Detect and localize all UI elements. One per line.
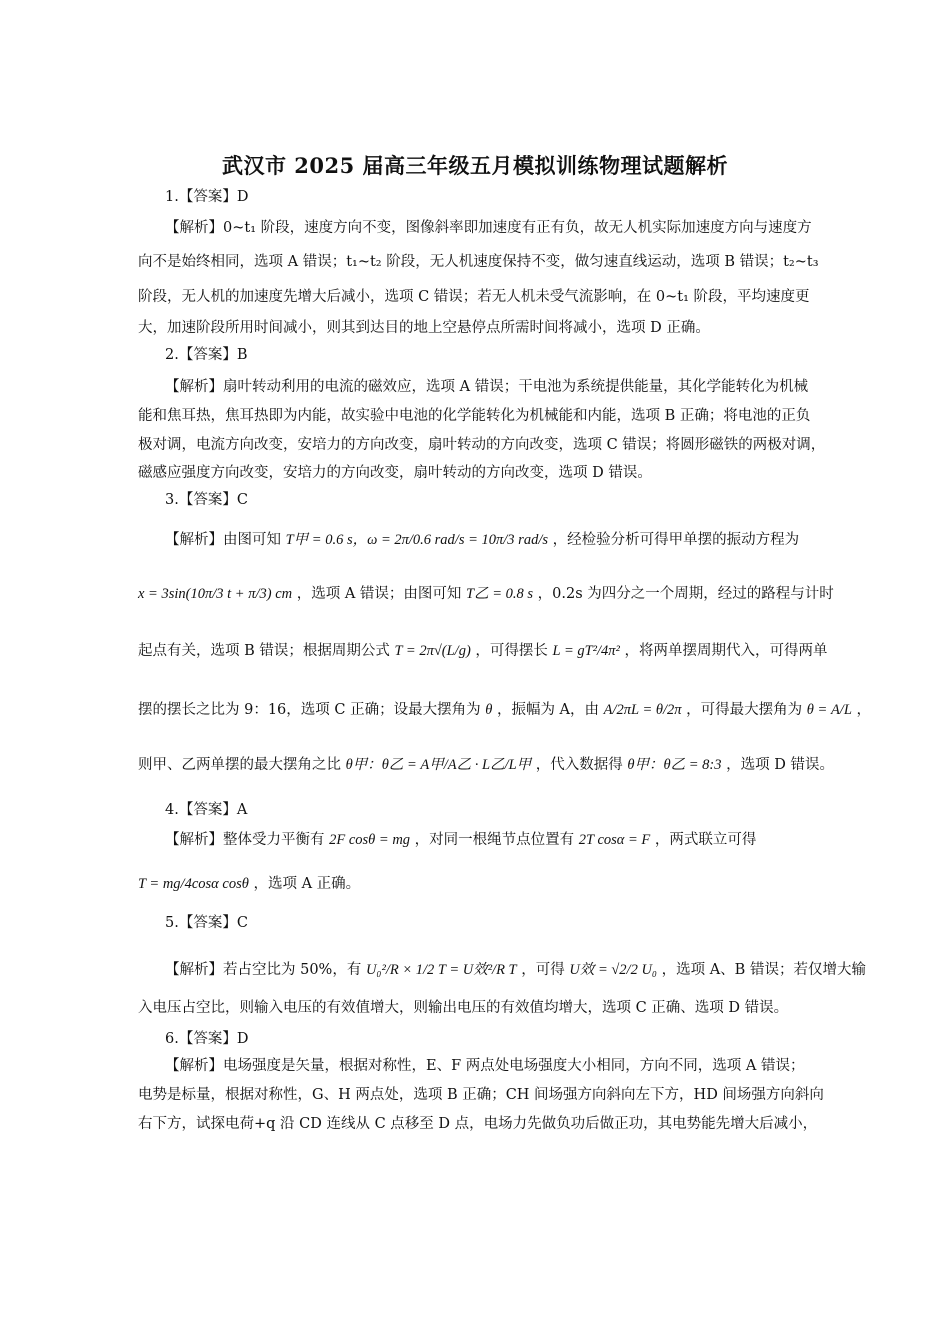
q5-text: 【解析】若占空比为 50%，有	[165, 962, 362, 978]
q3-text: ，经检验分析可得甲单摆的振动方程为	[552, 532, 800, 548]
q3-formula-angle-ratio: θ甲：θ乙 = A甲/A乙 · L乙/L甲	[345, 757, 532, 773]
q4-text: ，对同一根绳节点位置有	[414, 832, 575, 848]
q1-line-1: 【解析】0~t₁ 阶段，速度方向不变，图像斜率即加速度有正有负，故无人机实际加速度方向与速度方	[165, 220, 812, 236]
q4-text: ，选项 A 正确。	[253, 876, 361, 892]
q2-line-2: 能和焦耳热，焦耳热即为内能，故实验中电池的化学能转化为机械能和内能，选项 B 正确；将电池的正负	[138, 408, 811, 424]
q3-formula-result: θ甲：θ乙 = 8:3	[627, 757, 722, 773]
q3-line-2	[138, 584, 834, 604]
q3-text: ，	[856, 702, 871, 718]
q4-text: ，两式联立可得	[654, 832, 757, 848]
q5-text: ，可得	[521, 962, 565, 978]
q3-text: ，可得最大摆角为	[686, 702, 803, 718]
q3-text: ，代入数据得	[535, 757, 623, 773]
q3-formula-theta-max: θ = A/L	[806, 702, 852, 718]
q3-answer: 3.【答案】C	[165, 492, 248, 508]
q4-formula-1: 2F cosθ = mg	[329, 832, 411, 848]
q3-line-5	[138, 755, 834, 775]
q5-text: ，选项 A、B 错误；若仅增大输	[661, 962, 866, 978]
q3-line-3	[138, 641, 828, 661]
q4-line-2	[138, 874, 360, 894]
q3-formula-theta: θ	[485, 702, 493, 718]
q3-text: 则甲、乙两单摆的最大摆角之比	[138, 757, 341, 773]
q1-line-2: 向不是始终相同，选项 A 错误；t₁~t₂ 阶段，无人机速度保持不变，做匀速直线运动，选项 B 错误；t₂~t₃	[138, 254, 819, 270]
q4-formula-t: T = mg/4cosα cosθ	[138, 876, 249, 892]
q3-formula-omega: T甲 = 0.6 s，ω = 2π/0.6 rad/s = 10π/3 rad/s	[285, 532, 548, 548]
q2-line-3: 极对调，电流方向改变，安培力的方向改变，扇叶转动的方向改变，选项 C 错误；将圆形磁铁的两极对调，	[138, 437, 826, 453]
q4-line-1	[165, 830, 756, 850]
q1-answer: 1.【答案】D	[165, 189, 249, 205]
q3-text: 摆的摆长之比为 9：16，选项 C 正确；设最大摆角为	[138, 702, 481, 718]
q2-line-1: 【解析】扇叶转动利用的电流的磁效应，选项 A 错误；干电池为系统提供能量，其化学能转化为机械	[165, 379, 809, 395]
q6-line-1: 【解析】电场强度是矢量，根据对称性，E、F 两点处电场强度大小相同，方向不同，选项 A 错误；	[165, 1058, 805, 1074]
q3-text: ，0.2s 为四分之一个周期，经过的路程与计时	[537, 586, 834, 602]
q3-formula-t-yi: T乙 = 0.8 s	[466, 586, 534, 602]
q1-line-4: 大，加速阶段所用时间减小，则其到达目的地上空悬停点所需时间将减小，选项 D 正确。	[138, 320, 710, 336]
q3-text: ，选项 D 错误。	[726, 757, 834, 773]
q4-formula-2: 2T cosα = F	[578, 832, 651, 848]
q2-answer: 2.【答案】B	[165, 347, 248, 363]
q3-formula-length: L = gT²/4π²	[552, 643, 620, 659]
q3-text: ，将两单摆周期代入，可得两单	[624, 643, 828, 659]
q3-formula-ratio: A/2πL = θ/2π	[603, 702, 682, 718]
q6-answer: 6.【答案】D	[165, 1031, 249, 1047]
q5-formula-u: U效 = √2/2 U₀	[569, 962, 657, 978]
q4-answer: 4.【答案】A	[165, 802, 248, 818]
q3-text: ，振幅为 A，由	[496, 702, 600, 718]
q2-line-4: 磁感应强度方向改变，安培力的方向改变，扇叶转动的方向改变，选项 D 错误。	[138, 465, 652, 481]
q3-text: ，选项 A 错误；由图可知	[296, 586, 462, 602]
q3-formula-period: T = 2π√(L/g)	[394, 643, 471, 659]
q5-line-2: 入电压占空比，则输入电压的有效值增大，则输出电压的有效值均增大，选项 C 正确、选项 D 错误。	[138, 1000, 789, 1016]
q3-text: ，可得摆长	[475, 643, 548, 659]
page-title: 武汉市 2025 届高三年级五月模拟训练物理试题解析	[221, 153, 729, 178]
q6-line-3: 右下方，试探电荷+q 沿 CD 连线从 C 点移至 D 点，电场力先做负功后做正功，其电势能先增大后减小，	[138, 1116, 818, 1132]
q5-line-1	[165, 960, 866, 980]
q3-text: 【解析】由图可知	[165, 532, 281, 548]
q4-text: 【解析】整体受力平衡有	[165, 832, 325, 848]
q3-line-1	[165, 530, 799, 550]
q6-line-2: 电势是标量，根据对称性，G、H 两点处，选项 B 正确；CH 间场强方向斜向左下方，HD 间场强方向斜向	[138, 1087, 824, 1103]
q5-formula-power: U₀²/R × 1/2 T = U效²/R T	[365, 962, 517, 978]
q3-text: 起点有关，选项 B 错误；根据周期公式	[138, 643, 390, 659]
q1-line-3: 阶段，无人机的加速度先增大后减小，选项 C 错误；若无人机未受气流影响，在 0~t₁ 阶段，平均速度更	[138, 289, 810, 305]
q5-answer: 5.【答案】C	[165, 915, 248, 931]
q3-line-4	[138, 700, 871, 720]
q3-formula-x: x = 3sin(10π/3 t + π/3) cm	[138, 586, 293, 602]
